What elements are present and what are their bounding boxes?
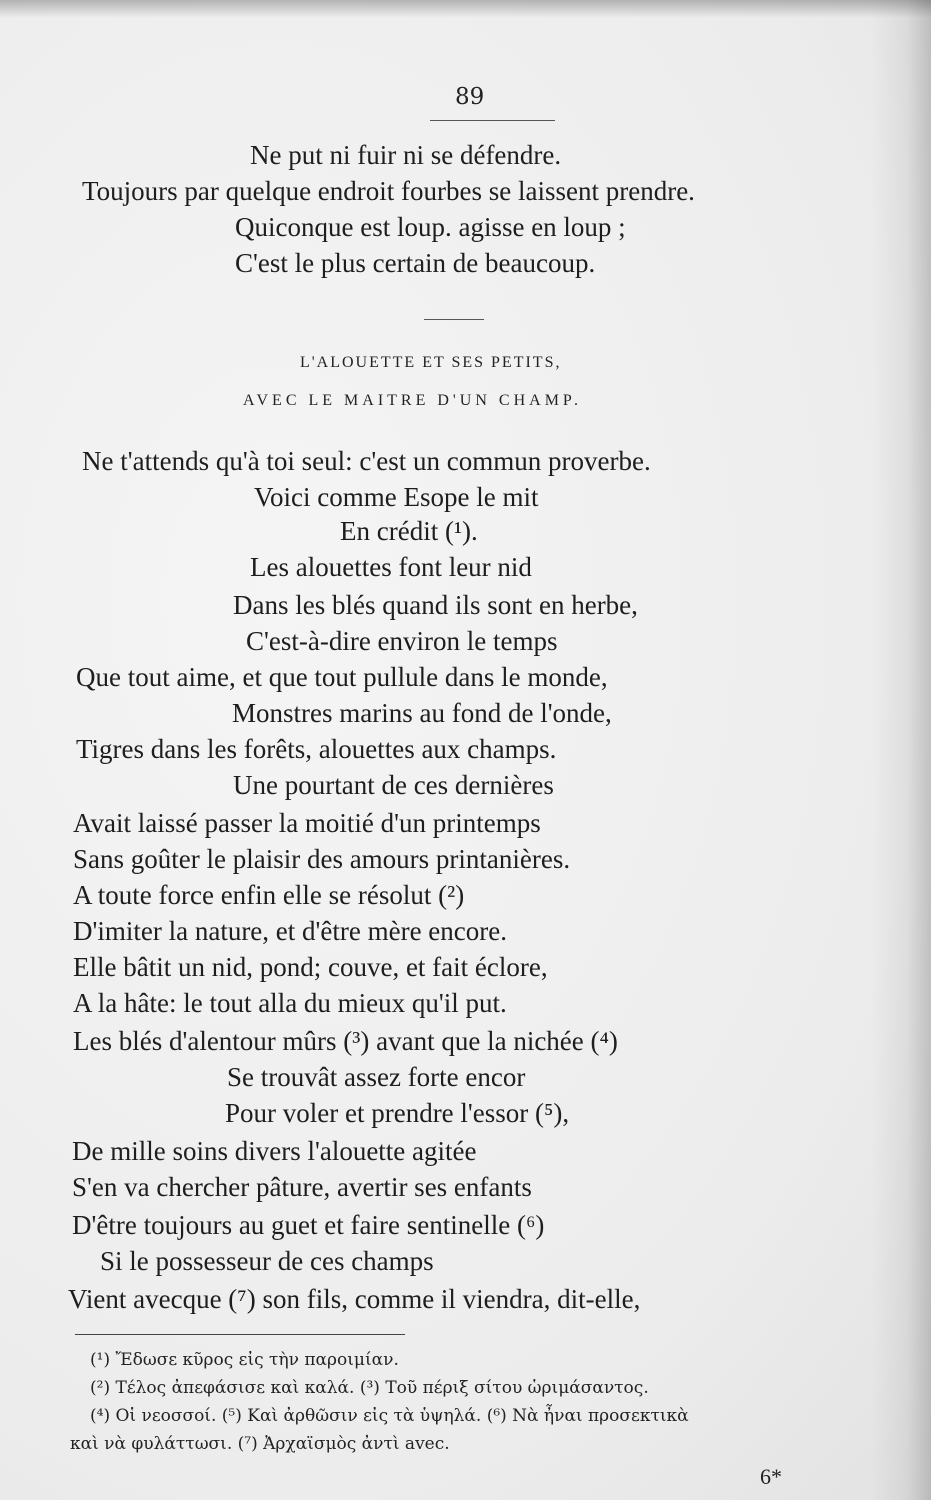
verse-line: Monstres marins au fond de l'onde, — [232, 698, 612, 728]
page-shadow-top — [0, 0, 931, 18]
verse-line: De mille soins divers l'alouette agitée — [72, 1136, 477, 1166]
verse-line: Que tout aime, et que tout pullule dans le monde, — [76, 662, 608, 692]
signature-mark: 6* — [760, 1464, 782, 1489]
verse-line: C'est-à-dire environ le temps — [246, 626, 558, 656]
page-shadow-right — [871, 0, 931, 1500]
verse-line: Ne put ni fuir ni se défendre. — [250, 140, 562, 170]
verse-line: D'être toujours au guet et faire sentinelle (⁶) — [72, 1210, 545, 1240]
verse-line: Les alouettes font leur nid — [250, 552, 532, 582]
verse-line: Tigres dans les forêts, alouettes aux champs. — [76, 734, 557, 764]
header-rule — [430, 120, 555, 121]
verse-line: Voici comme Esope le mit — [254, 482, 539, 512]
fable-title-line-2: AVEC LE MAITRE D'UN CHAMP. — [243, 392, 583, 409]
verse-line: Sans goûter le plaisir des amours printanières. — [73, 844, 571, 874]
verse-line: Une pourtant de ces dernières — [233, 770, 554, 800]
footnote: (⁴) Οἱ νεοσσοί. (⁵) Καὶ ἀρθῶσιν εἰς τὰ ὑψηλά. (⁶) Νὰ ἦναι προσεκτικὰ — [90, 1406, 689, 1426]
verse-line: D'imiter la nature, et d'être mère encore. — [73, 916, 508, 946]
verse-line: Avait laissé passer la moitié d'un printemps — [73, 808, 541, 838]
page-number: 89 — [455, 84, 485, 110]
verse-line: Les blés d'alentour mûrs (³) avant que la nichée (⁴) — [73, 1026, 618, 1056]
fable-title-line-1: L'ALOUETTE ET SES PETITS, — [300, 354, 562, 371]
footnote-rule — [75, 1334, 405, 1335]
footnote: (²) Τέλος ἀπεφάσισε καὶ καλά. (³) Τοῦ πέριξ σίτου ὡριμάσαντος. — [90, 1378, 649, 1398]
verse-line: Vient avecque (⁷) son fils, comme il viendra, dit-elle, — [68, 1284, 641, 1314]
verse-line: Si le possesseur de ces champs — [100, 1246, 434, 1276]
verse-line: Pour voler et prendre l'essor (⁵), — [225, 1098, 570, 1128]
verse-line: Elle bâtit un nid, pond; couve, et fait éclore, — [73, 952, 548, 982]
section-rule — [424, 319, 484, 320]
verse-line: Quiconque est loup. agisse en loup ; — [235, 212, 626, 242]
verse-line: S'en va chercher pâture, avertir ses enfants — [72, 1172, 532, 1202]
footnote: καὶ νὰ φυλάττωσι. (⁷) Ἀρχαϊσμὸς ἀντὶ avec. — [70, 1434, 450, 1454]
verse-line: Toujours par quelque endroit fourbes se laissent prendre. — [82, 176, 695, 206]
footnote: (¹) Ἔδωσε κῦρος εἰς τὴν παροιμίαν. — [90, 1350, 399, 1370]
verse-line: A la hâte: le tout alla du mieux qu'il put. — [73, 988, 507, 1018]
verse-line: Ne t'attends qu'à toi seul: c'est un commun proverbe. — [82, 446, 651, 476]
verse-line: Se trouvât assez forte encor — [227, 1062, 526, 1092]
verse-line: A toute force enfin elle se résolut (²) — [73, 880, 465, 910]
verse-line: Dans les blés quand ils sont en herbe, — [233, 590, 638, 620]
verse-line: En crédit (¹). — [340, 516, 478, 546]
verse-line: C'est le plus certain de beaucoup. — [235, 248, 596, 278]
